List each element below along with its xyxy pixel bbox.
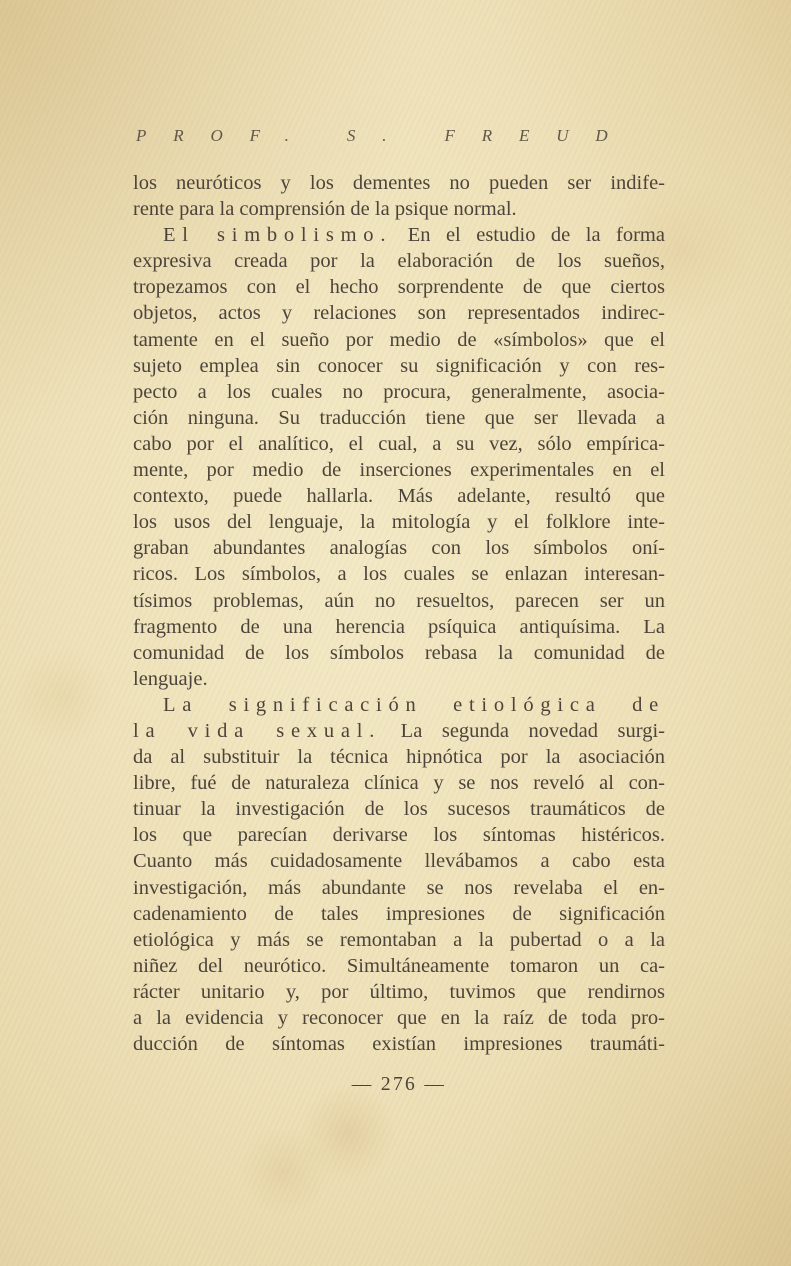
text-line	[133, 770, 665, 796]
text-segment: fragmento de una herencia psíquica antiquísima. La	[133, 615, 665, 638]
text-segment: tinuar la investigación de los sucesos traumáticos de	[133, 798, 665, 821]
letterspaced-text: El simbolismo.	[163, 224, 393, 247]
text-segment: comunidad de los símbolos rebasa la comunidad de	[133, 641, 665, 664]
text-segment: La segunda novedad surgi-	[381, 719, 665, 742]
text-line	[133, 848, 665, 874]
text-segment: los que parecían derivarse los síntomas histéricos.	[133, 824, 665, 847]
text-segment: los neuróticos y los dementes no pueden ser indife-	[133, 172, 665, 194]
text-line	[133, 979, 665, 1005]
text-line	[133, 640, 665, 666]
text-segment: da al substituir la técnica hipnótica por la asociación	[133, 746, 665, 769]
text-segment: objetos, actos y relaciones son representados indirec-	[133, 302, 665, 325]
text-line	[133, 431, 665, 457]
text-line	[133, 718, 665, 744]
text-segment: ción ninguna. Su traducción tiene que ser llevada a	[133, 406, 665, 429]
text-line	[133, 953, 665, 979]
letterspaced-text: La significación etiológica de	[163, 693, 665, 716]
text-segment: tamente en el sueño por medio de «símbolos» que el	[133, 328, 665, 351]
text-segment: Cuanto más cuidadosamente llevábamos a cabo esta	[133, 850, 665, 873]
text-segment: tropezamos con el hecho sorprendente de que ciertos	[133, 276, 665, 299]
text-line	[133, 1031, 665, 1057]
text-segment: a la evidencia y reconocer que en la raíz de toda pro-	[133, 1007, 665, 1029]
text-line	[133, 744, 665, 770]
text-line	[133, 901, 665, 927]
text-segment: etiológica y más se remontaban a la pubertad o a la	[133, 928, 665, 951]
text-segment: cabo por el analítico, el cual, a su vez, sólo empírica-	[133, 432, 665, 455]
text-line	[133, 170, 665, 196]
text-line	[133, 196, 665, 222]
text-line	[133, 274, 665, 300]
text-line	[133, 405, 665, 431]
text-line	[133, 588, 665, 614]
text-line	[133, 379, 665, 405]
page-number: — 276 —	[351, 1074, 447, 1095]
text-segment: graban abundantes analogías con los símbolos oní-	[133, 537, 665, 560]
text-line	[133, 1005, 665, 1031]
text-line	[133, 222, 665, 248]
text-segment: cadenamiento de tales impresiones de significación	[133, 902, 665, 925]
text-line	[133, 796, 665, 822]
text-segment: expresiva creada por la elaboración de los sueños,	[133, 250, 665, 273]
text-line	[133, 457, 665, 483]
text-line	[133, 327, 665, 353]
text-segment: ricos. Los símbolos, a los cuales se enlazan interesan-	[133, 563, 665, 586]
text-line	[133, 535, 665, 561]
text-line	[133, 483, 665, 509]
text-segment: niñez del neurótico. Simultáneamente tomaron un ca-	[133, 954, 665, 977]
text-segment: pecto a los cuales no procura, generalmente, asocia-	[133, 380, 665, 403]
text-line	[133, 927, 665, 953]
text-line	[133, 666, 665, 692]
text-segment: En el estudio de la forma	[392, 224, 665, 247]
page-body	[133, 170, 665, 1057]
text-line	[133, 300, 665, 326]
letterspaced-text: la vida sexual.	[133, 719, 382, 742]
text-line	[133, 561, 665, 587]
text-line	[133, 822, 665, 848]
text-segment: ducción de síntomas existían impresiones traumáti-	[133, 1033, 665, 1056]
text-line	[133, 692, 665, 718]
text-segment: lenguaje.	[133, 667, 208, 690]
text-segment: rácter unitario y, por último, tuvimos que rendirnos	[133, 980, 665, 1003]
running-header: PROF. S. FREUD	[136, 126, 635, 145]
text-segment: rente para la comprensión de la psique normal.	[133, 198, 517, 221]
text-line	[133, 248, 665, 274]
text-line	[133, 875, 665, 901]
text-segment: los usos del lenguaje, la mitología y el folklore inte-	[133, 511, 665, 534]
text-segment: contexto, puede hallarla. Más adelante, resultó que	[133, 485, 665, 508]
text-segment: investigación, más abundante se nos revelaba el en-	[133, 876, 665, 899]
text-segment: libre, fué de naturaleza clínica y se nos reveló al con-	[133, 772, 665, 795]
text-segment: sujeto emplea sin conocer su significación y con res-	[133, 354, 665, 377]
text-line	[133, 509, 665, 535]
text-segment: mente, por medio de inserciones experimentales en el	[133, 459, 665, 482]
text-line	[133, 614, 665, 640]
text-segment: tísimos problemas, aún no resueltos, parecen ser un	[133, 589, 665, 612]
text-line	[133, 353, 665, 379]
